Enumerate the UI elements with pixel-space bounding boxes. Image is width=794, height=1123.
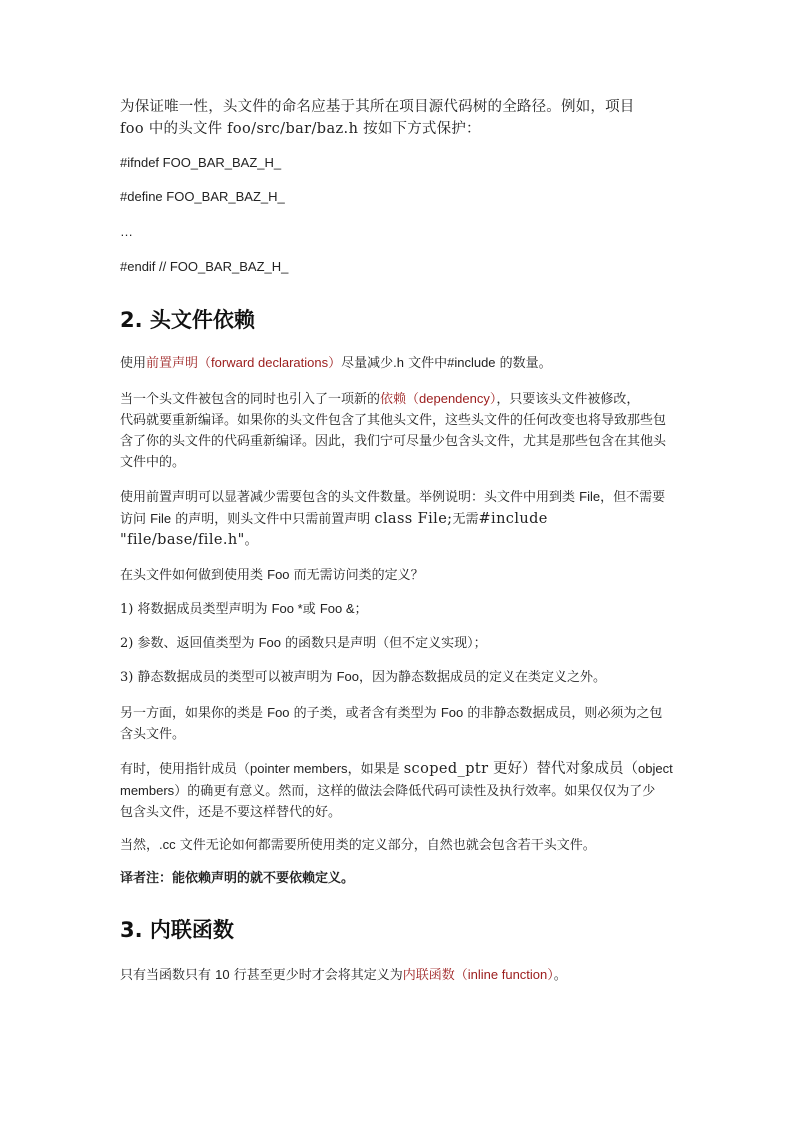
list-item-1: 1) 将数据成员类型声明为 Foo *或 Foo &；: [120, 601, 368, 617]
list-item-3: 3) 静态数据成员的类型可以被声明为 Foo，因为静态数据成员的定义在类定义之外。: [120, 669, 607, 685]
intro-line-2: foo 中的头文件 foo/src/bar/baz.h 按如下方式保护：: [120, 121, 481, 137]
forward-declarations-link[interactable]: 前置声明（forward declarations）: [146, 355, 342, 371]
section-2-para-5: 另一方面，如果你的类是 Foo 的子类，或者含有类型为 Foo 的非静态数据成员，则必须为之包 含头文件。: [120, 705, 663, 742]
code-define: #define FOO_BAR_BAZ_H_: [120, 189, 285, 204]
section-3-heading: 3. 内联函数: [120, 918, 234, 942]
list-item-2: 2) 参数、返回值类型为 Foo 的函数只是声明（但不定义实现）；: [120, 635, 487, 651]
inline-function-link[interactable]: 内联函数（inline function）: [402, 967, 554, 983]
translator-note: 译者注：能依赖声明的就不要依赖定义。: [120, 871, 355, 886]
dependency-link[interactable]: 依赖（dependency）: [380, 391, 497, 407]
code-ifndef: #ifndef FOO_BAR_BAZ_H_: [120, 155, 282, 170]
intro-line-1: 为保证唯一性，头文件的命名应基于其所在项目源代码树的全路径。例如，项目: [120, 99, 635, 115]
intro-paragraph: [120, 96, 676, 140]
code-endif: #endif // FOO_BAR_BAZ_H_: [120, 259, 289, 274]
section-2-heading: 2. 头文件依赖: [120, 308, 255, 332]
section-2-para-1: 使用前置声明（forward declarations）尽量减少.h 文件中#include 的数量。: [120, 355, 552, 371]
section-2-para-7: 当然，.cc 文件无论如何都需要所使用类的定义部分，自然也就会包含若干头文件。: [120, 837, 596, 853]
section-2-para-4: 在头文件如何做到使用类 Foo 而无需访问类的定义？: [120, 567, 424, 583]
section-3-para-1: 只有当函数只有 10 行甚至更少时才会将其定义为内联函数（inline function）。: [120, 967, 567, 983]
code-ellipsis: …: [120, 224, 133, 239]
section-2-para-3: 使用前置声明可以显著减少需要包含的头文件数量。举例说明：头文件中用到类 File，但不需要 访问 File 的声明，则头文件中只需前置声明 class File;无需#include "file/base/file.h"。: [120, 489, 666, 548]
section-2-para-2: 当一个头文件被包含的同时也引入了一项新的依赖（dependency），只要该头文件被修改， 代码就要重新编译。如果你的头文件包含了其他头文件，这些头文件的任何改变也将导致那些包 含了你的头文件的代码重新编译。因此，我们宁可尽量少包含头文件，尤其是那些包含在其他头 文件中的。: [120, 391, 667, 470]
section-2-para-6: 有时，使用指针成员（pointer members，如果是 scoped_ptr 更好）替代对象成员（object members）的确更有意义。然而，这样的做法会降低代码可读性及执行效率。如果仅仅为了少 包含头文件，还是不要这样替代的好。: [120, 761, 673, 820]
